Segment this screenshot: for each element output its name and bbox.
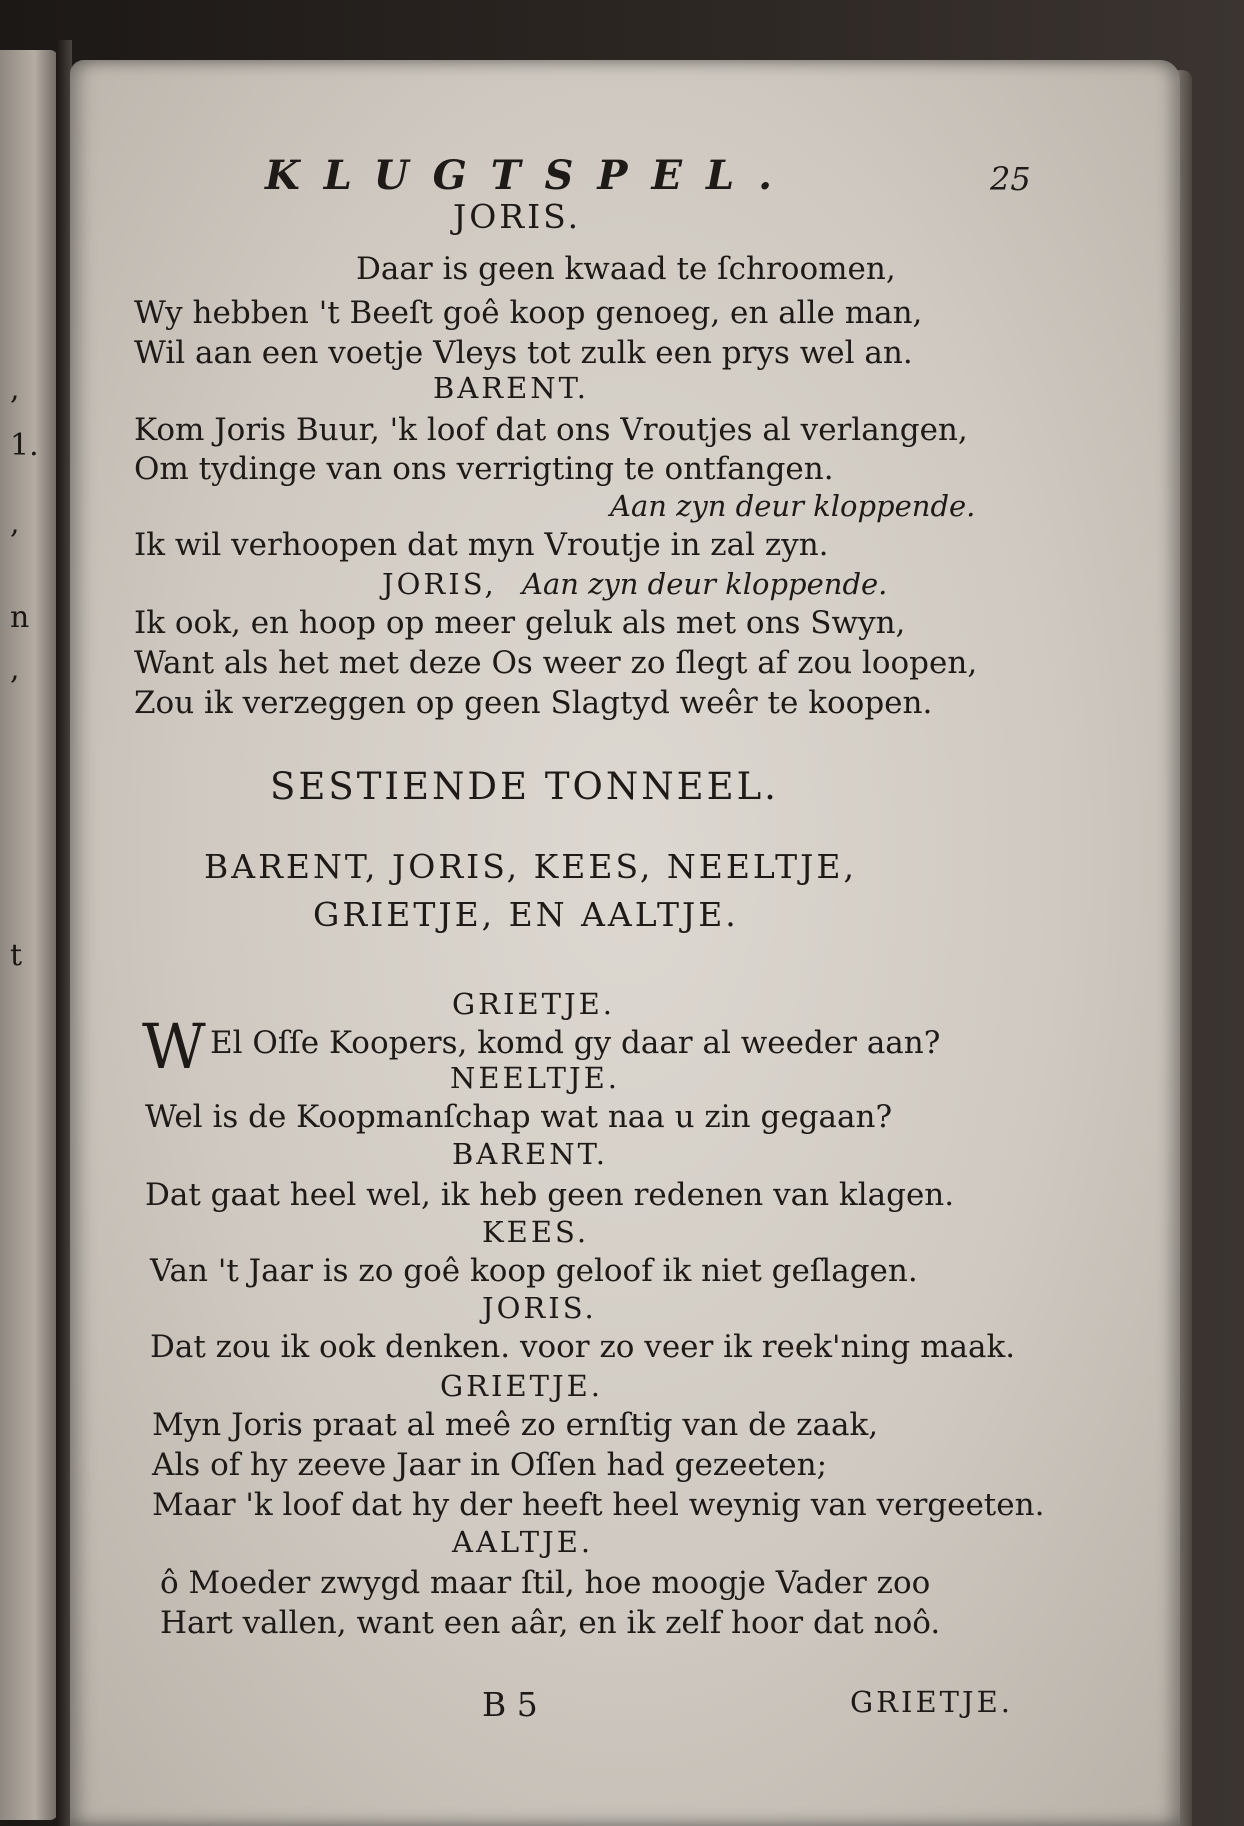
- left-page-fragment: t: [10, 938, 23, 973]
- speaker-label: KEES.: [482, 1215, 590, 1249]
- speaker-label: AALTJE.: [452, 1525, 594, 1559]
- verse-line: Dat zou ik ook denken. voor zo veer ik reek'ning maak.: [150, 1329, 1016, 1365]
- running-head: KLUGTSPEL.: [265, 152, 797, 199]
- verse-line: Hart vallen, want een aâr, en ik zelf hoor dat noô.: [160, 1605, 941, 1641]
- page-text: [70, 60, 1180, 1826]
- verse-line: Myn Joris praat al meê zo ernſtig van de zaak,: [152, 1407, 879, 1443]
- left-page-fragment: ,: [10, 506, 20, 541]
- verse-line: El Oſſe Koopers, komd gy daar al weeder aan?: [210, 1025, 941, 1061]
- speaker-label: GRIETJE.: [440, 1369, 603, 1403]
- verse-line: Wel is de Koopmanſchap wat naa u zin gegaan?: [145, 1099, 893, 1135]
- speaker-label: JORIS,: [382, 567, 497, 601]
- verse-line: Om tydinge van ons verrigting te ontfangen.: [134, 451, 834, 487]
- verse-line: Ik wil verhoopen dat myn Vroutje in zal zyn.: [134, 527, 829, 563]
- verse-line: Wil aan een voetje Vleys tot zulk een prys wel an.: [134, 335, 913, 371]
- verse-line: ô Moeder zwygd maar ſtil, hoe moogje Vader zoo: [160, 1565, 931, 1601]
- verse-line: Zou ik verzeggen op geen Slagtyd weêr te koopen.: [134, 685, 933, 721]
- stage-direction: Aan zyn deur kloppende.: [522, 567, 888, 601]
- left-page-fragment: ,: [10, 372, 20, 407]
- left-page-fragment: n: [10, 600, 30, 635]
- verse-line: Want als het met deze Os weer zo ſlegt af zou loopen,: [134, 645, 978, 681]
- verse-line: Kom Joris Buur, 'k loof dat ons Vroutjes al verlangen,: [134, 412, 968, 448]
- verse-line: Van 't Jaar is zo goê koop geloof ik niet geſlagen.: [150, 1253, 918, 1289]
- scene-heading: SESTIENDE TONNEEL.: [270, 765, 779, 808]
- verse-line: Ik ook, en hoop op meer geluk als met ons Swyn,: [134, 605, 906, 641]
- speaker-label: JORIS.: [453, 197, 582, 236]
- speaker-label: JORIS.: [482, 1291, 597, 1325]
- verse-line: Dat gaat heel wel, ik heb geen redenen van klagen.: [145, 1177, 955, 1213]
- drop-cap: W: [142, 1010, 206, 1083]
- left-page-edge: [0, 50, 58, 1820]
- verse-line: Maar 'k loof dat hy der heeft heel weynig van vergeeten.: [152, 1487, 1045, 1523]
- verse-line: Als of hy zeeve Jaar in Oſſen had gezeeten;: [152, 1447, 828, 1483]
- stage-direction: Aan zyn deur kloppende.: [610, 489, 976, 523]
- speaker-label: GRIETJE.: [452, 987, 615, 1021]
- cast-list: BARENT, JORIS, KEES, NEELTJE,: [204, 847, 857, 886]
- verse-line: Wy hebben 't Beeſt goê koop genoeg, en alle man,: [134, 295, 923, 331]
- signature-mark: B 5: [482, 1685, 538, 1724]
- left-page-fragment: 1.: [10, 428, 39, 463]
- speaker-label: BARENT.: [433, 371, 589, 405]
- cast-list: GRIETJE, EN AALTJE.: [313, 895, 739, 934]
- catchword: GRIETJE.: [850, 1685, 1013, 1719]
- verse-line: Daar is geen kwaad te ſchroomen,: [356, 251, 896, 287]
- speaker-label: BARENT.: [452, 1137, 608, 1171]
- page-number: 25: [990, 160, 1031, 198]
- left-page-fragment: ,: [10, 652, 20, 687]
- page: [70, 60, 1180, 1826]
- speaker-label: NEELTJE.: [450, 1061, 620, 1095]
